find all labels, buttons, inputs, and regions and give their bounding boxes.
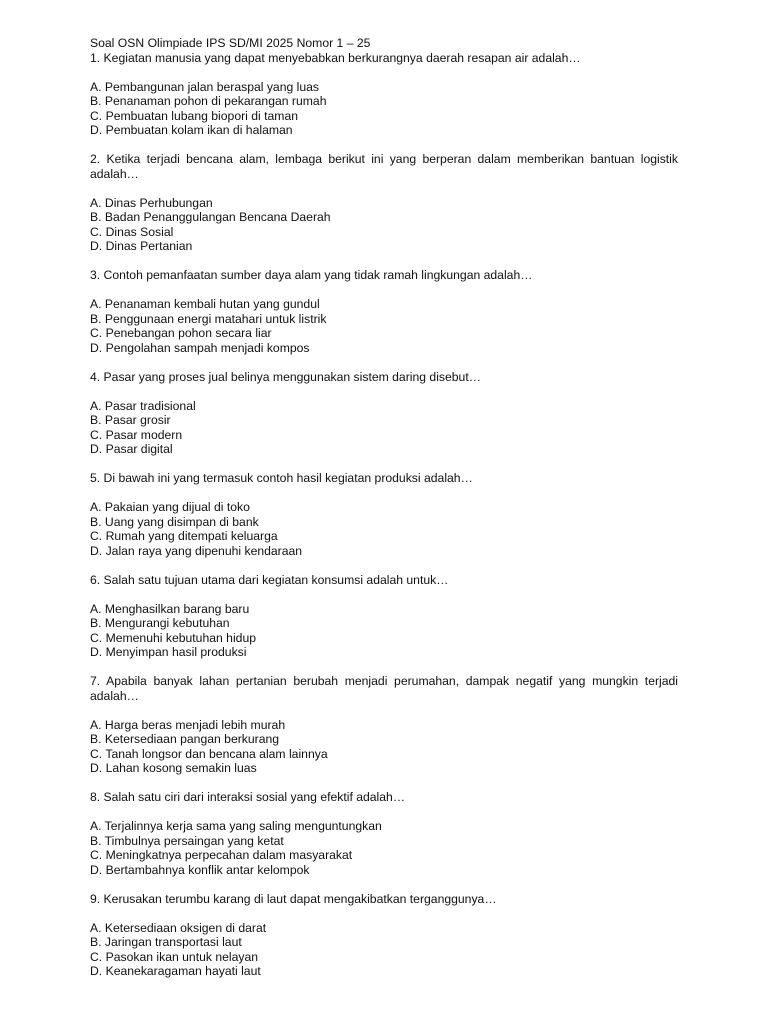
option-a: A. Dinas Perhubungan <box>90 195 213 210</box>
option-a: A. Harga beras menjadi lebih murah <box>90 717 286 732</box>
option-c: C. Tanah longsor dan bencana alam lainnya <box>90 746 328 761</box>
option-b: B. Pasar grosir <box>90 413 171 427</box>
option-a: A. Ketersediaan oksigen di darat <box>90 920 267 935</box>
option-d: D. Menyimpan hasil produksi <box>90 645 247 659</box>
option-b: B. Penanaman pohon di pekarangan rumah <box>90 94 327 108</box>
question-5 <box>90 471 678 558</box>
answer-options <box>90 297 678 355</box>
option-c: C. Pembuatan lubang biopori di taman <box>90 108 298 123</box>
option-a: A. Terjalinnya kerja sama yang saling menguntungkan <box>90 819 382 833</box>
option-b: B. Mengurangi kebutuhan <box>90 616 230 630</box>
answer-options <box>90 80 678 138</box>
option-b: B. Penggunaan energi matahari untuk listrik <box>90 311 327 326</box>
answer-options <box>90 602 678 660</box>
option-c: C. Memenuhi kebutuhan hidup <box>90 630 256 645</box>
option-b: B. Uang yang disimpan di bank <box>90 514 259 529</box>
question-6 <box>90 573 678 660</box>
answer-options <box>90 921 678 979</box>
question-2 <box>90 152 678 254</box>
question-9 <box>90 892 678 979</box>
question-4 <box>90 370 678 457</box>
question-text: 3. Contoh pemanfaatan sumber daya alam yang tidak ramah lingkungan adalah… <box>90 268 533 282</box>
question-3 <box>90 268 678 355</box>
question-text: 5. Di bawah ini yang termasuk contoh hasil kegiatan produksi adalah… <box>90 471 473 485</box>
option-c: C. Pasar modern <box>90 427 183 442</box>
option-a: A. Pembangunan jalan beraspal yang luas <box>90 79 320 94</box>
question-text: 9. Kerusakan terumbu karang di laut dapat mengakibatkan terganggunya… <box>90 891 497 906</box>
option-b: B. Jaringan transportasi laut <box>90 935 242 949</box>
question-text: 7. Apabila banyak lahan pertanian berubah menjadi perumahan, dampak negatif yang mungkin terjadi adalah… <box>90 674 678 703</box>
option-c: C. Meningkatnya perpecahan dalam masyarakat <box>90 848 353 862</box>
question-text: 8. Salah satu ciri dari interaksi sosial yang efektif adalah… <box>90 790 406 804</box>
option-b: B. Ketersediaan pangan berkurang <box>90 732 280 746</box>
option-d: D. Bertambahnya konflik antar kelompok <box>90 862 310 877</box>
question-1 <box>90 51 678 138</box>
option-d: D. Lahan kosong semakin luas <box>90 761 257 775</box>
answer-options <box>90 718 678 776</box>
question-text: 2. Ketika terjadi bencana alam, lembaga berikut ini yang berperan dalam memberikan bantuan logistik adalah… <box>90 152 678 181</box>
option-c: C. Pasokan ikan untuk nelayan <box>90 949 259 964</box>
option-d: D. Dinas Pertanian <box>90 239 193 253</box>
option-a: A. Menghasilkan barang baru <box>90 601 250 616</box>
question-7 <box>90 674 678 776</box>
question-text: 4. Pasar yang proses jual belinya menggunakan sistem daring disebut… <box>90 369 481 384</box>
question-8 <box>90 790 678 877</box>
option-a: A. Penanaman kembali hutan yang gundul <box>90 297 320 311</box>
document-page <box>90 36 678 993</box>
answer-options <box>90 399 678 457</box>
question-text: 6. Salah satu tujuan utama dari kegiatan konsumsi adalah untuk… <box>90 572 449 587</box>
answer-options <box>90 196 678 254</box>
option-b: B. Timbulnya persaingan yang ketat <box>90 833 284 848</box>
option-b: B. Badan Penanggulangan Bencana Daerah <box>90 210 331 224</box>
option-c: C. Rumah yang ditempati keluarga <box>90 529 278 543</box>
option-d: D. Pasar digital <box>90 442 173 456</box>
option-a: A. Pasar tradisional <box>90 398 196 413</box>
option-d: D. Pengolahan sampah menjadi kompos <box>90 340 310 355</box>
answer-options <box>90 819 678 877</box>
option-a: A. Pakaian yang dijual di toko <box>90 500 250 514</box>
option-d: D. Pembuatan kolam ikan di halaman <box>90 123 293 137</box>
option-c: C. Penebangan pohon secara liar <box>90 326 272 340</box>
answer-options <box>90 500 678 558</box>
option-c: C. Dinas Sosial <box>90 224 174 239</box>
option-d: D. Keanekaragaman hayati laut <box>90 964 261 978</box>
option-d: D. Jalan raya yang dipenuhi kendaraan <box>90 543 303 558</box>
question-text: 1. Kegiatan manusia yang dapat menyebabkan berkurangnya daerah resapan air adalah… <box>90 50 581 65</box>
document-title: Soal OSN Olimpiade IPS SD/MI 2025 Nomor 1 – 25 <box>90 36 371 50</box>
